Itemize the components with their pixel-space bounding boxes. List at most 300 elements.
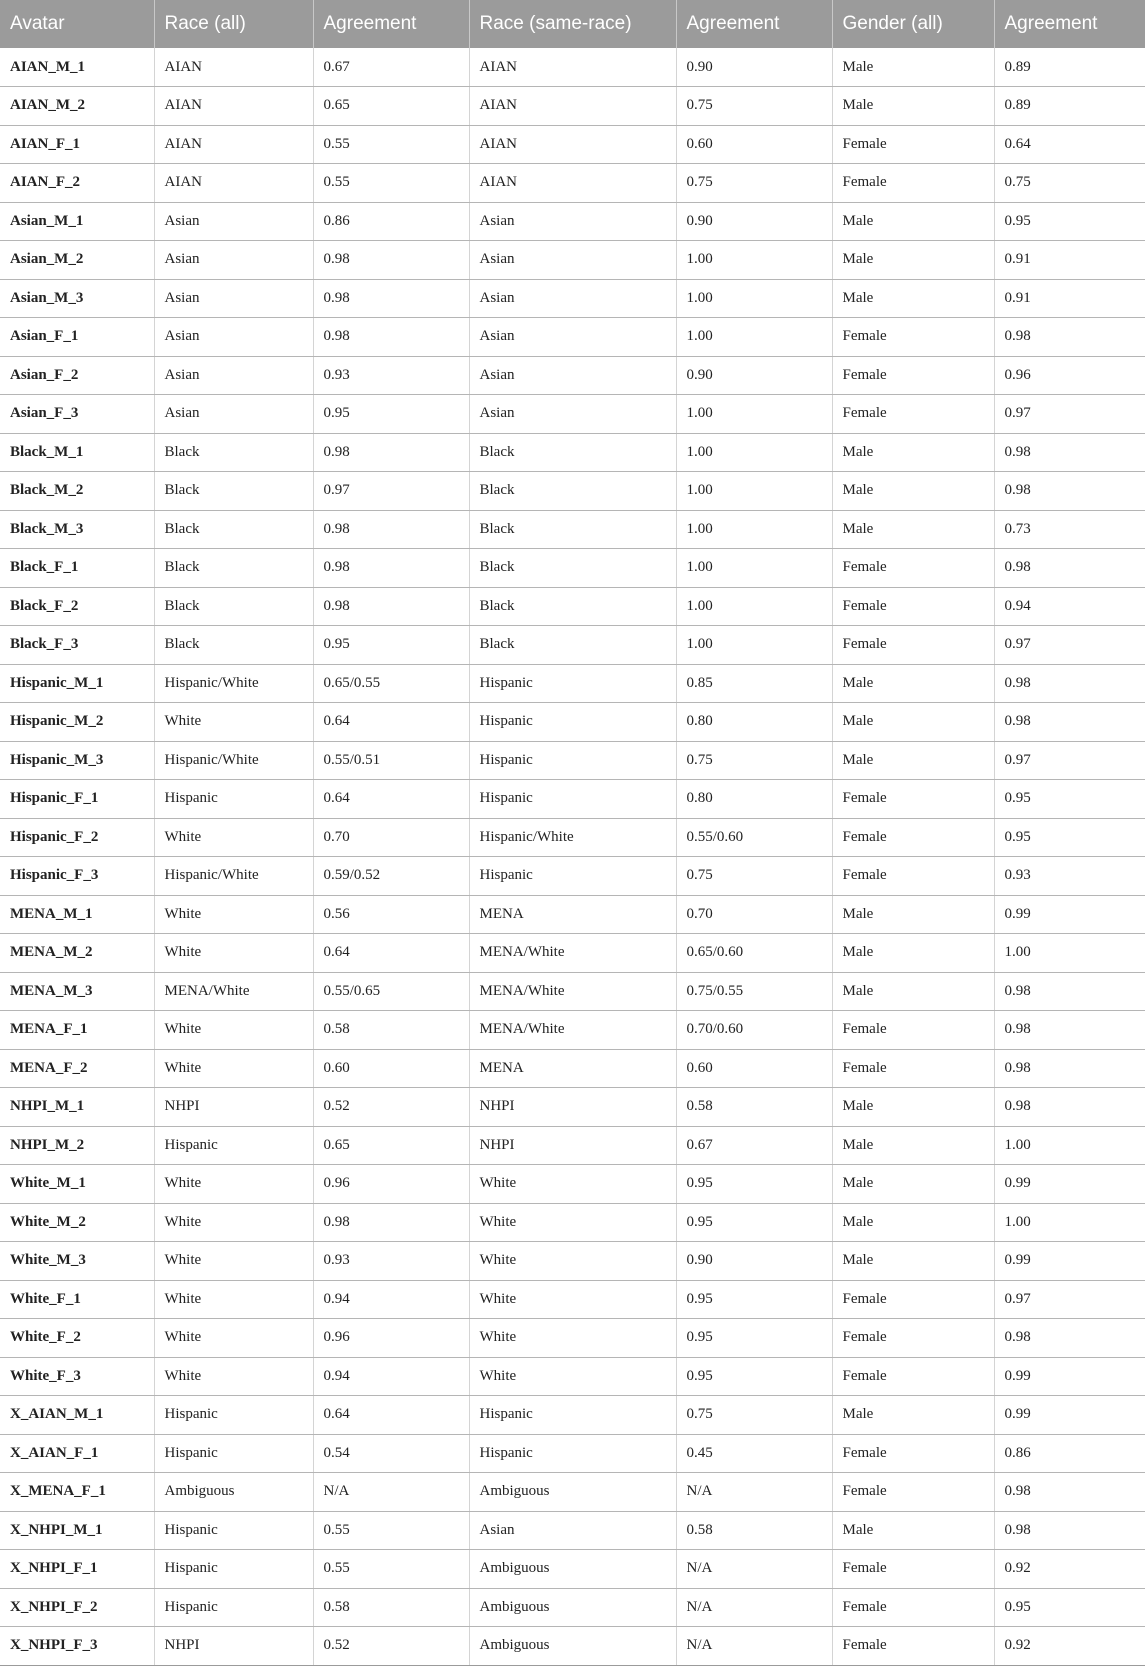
gender-all-agreement-cell: 1.00 [994,934,1145,973]
table-row [0,1280,1145,1319]
avatar-cell: Hispanic_M_3 [0,741,154,780]
gender-all-cell: Female [832,818,994,857]
table-row [0,472,1145,511]
gender-all-agreement-cell: 0.89 [994,48,1145,87]
gender-all-agreement-cell: 0.95 [994,202,1145,241]
table-row [0,1473,1145,1512]
gender-all-cell: Female [832,1280,994,1319]
race-same-race-agreement-cell: 0.65/0.60 [676,934,832,973]
table-row [0,934,1145,973]
race-same-race-agreement-cell: 1.00 [676,318,832,357]
race-same-race-cell: AIAN [469,87,676,126]
column-header-gender-all-agreement: Agreement [994,0,1145,48]
race-all-agreement-cell: 0.86 [313,202,469,241]
avatar-cell: Hispanic_F_2 [0,818,154,857]
gender-all-cell: Male [832,1511,994,1550]
race-all-agreement-cell: 0.98 [313,433,469,472]
avatar-cell: White_M_3 [0,1242,154,1281]
race-all-agreement-cell: 0.98 [313,279,469,318]
gender-all-agreement-cell: 0.97 [994,626,1145,665]
race-all-cell: MENA/White [154,972,313,1011]
race-all-agreement-cell: 0.59/0.52 [313,857,469,896]
gender-all-cell: Female [832,626,994,665]
race-all-cell: NHPI [154,1088,313,1127]
gender-all-cell: Male [832,1126,994,1165]
race-same-race-agreement-cell: 1.00 [676,510,832,549]
gender-all-cell: Male [832,1088,994,1127]
race-same-race-agreement-cell: 0.67 [676,1126,832,1165]
avatar-cell: Asian_F_1 [0,318,154,357]
gender-all-agreement-cell: 0.75 [994,164,1145,203]
table-row [0,1511,1145,1550]
gender-all-agreement-cell: 0.98 [994,1088,1145,1127]
race-same-race-cell: AIAN [469,125,676,164]
column-header-race-same-race-agreement: Agreement [676,0,832,48]
race-same-race-cell: Hispanic [469,1434,676,1473]
race-same-race-cell: White [469,1165,676,1204]
gender-all-agreement-cell: 0.99 [994,1357,1145,1396]
race-same-race-agreement-cell: 0.45 [676,1434,832,1473]
gender-all-agreement-cell: 0.64 [994,125,1145,164]
table-body [0,48,1145,1665]
column-header-avatar: Avatar [0,0,154,48]
avatar-cell: NHPI_M_1 [0,1088,154,1127]
race-same-race-cell: Asian [469,318,676,357]
gender-all-agreement-cell: 0.98 [994,1473,1145,1512]
race-all-cell: Hispanic [154,1396,313,1435]
race-all-agreement-cell: 0.67 [313,48,469,87]
race-same-race-cell: Asian [469,202,676,241]
avatar-cell: White_F_2 [0,1319,154,1358]
race-same-race-agreement-cell: 0.95 [676,1357,832,1396]
gender-all-agreement-cell: 0.97 [994,395,1145,434]
avatar-cell: X_AIAN_F_1 [0,1434,154,1473]
race-same-race-cell: Hispanic/White [469,818,676,857]
race-all-cell: AIAN [154,125,313,164]
avatar-cell: X_AIAN_M_1 [0,1396,154,1435]
race-same-race-agreement-cell: 0.90 [676,48,832,87]
table-row [0,1319,1145,1358]
avatar-cell: MENA_M_3 [0,972,154,1011]
race-all-agreement-cell: 0.94 [313,1280,469,1319]
race-all-cell: Hispanic/White [154,664,313,703]
race-all-cell: Hispanic/White [154,741,313,780]
race-all-cell: White [154,1049,313,1088]
gender-all-agreement-cell: 0.92 [994,1627,1145,1666]
gender-all-cell: Male [832,433,994,472]
race-all-cell: Asian [154,395,313,434]
gender-all-agreement-cell: 0.98 [994,972,1145,1011]
table-row [0,587,1145,626]
table-row [0,1049,1145,1088]
race-same-race-agreement-cell: 0.80 [676,703,832,742]
race-same-race-cell: Asian [469,279,676,318]
gender-all-agreement-cell: 0.92 [994,1550,1145,1589]
table-row [0,895,1145,934]
avatar-cell: NHPI_M_2 [0,1126,154,1165]
race-same-race-agreement-cell: 0.90 [676,1242,832,1281]
race-all-agreement-cell: 0.95 [313,626,469,665]
race-same-race-cell: Hispanic [469,780,676,819]
race-same-race-agreement-cell: 0.95 [676,1319,832,1358]
race-same-race-cell: White [469,1280,676,1319]
column-header-race-all-agreement: Agreement [313,0,469,48]
race-same-race-agreement-cell: 0.75/0.55 [676,972,832,1011]
race-same-race-cell: Ambiguous [469,1588,676,1627]
gender-all-agreement-cell: 0.95 [994,780,1145,819]
gender-all-agreement-cell: 0.98 [994,433,1145,472]
race-all-cell: AIAN [154,164,313,203]
race-all-agreement-cell: 0.65/0.55 [313,664,469,703]
gender-all-cell: Male [832,703,994,742]
gender-all-cell: Male [832,87,994,126]
race-same-race-cell: Black [469,549,676,588]
avatar-cell: White_F_1 [0,1280,154,1319]
race-all-agreement-cell: 0.65 [313,1126,469,1165]
race-same-race-cell: Black [469,510,676,549]
table-row [0,356,1145,395]
race-same-race-agreement-cell: N/A [676,1588,832,1627]
avatar-cell: Hispanic_M_1 [0,664,154,703]
race-same-race-agreement-cell: 1.00 [676,433,832,472]
avatar-cell: MENA_M_1 [0,895,154,934]
gender-all-agreement-cell: 0.98 [994,664,1145,703]
race-same-race-agreement-cell: 0.95 [676,1280,832,1319]
avatar-cell: Black_F_3 [0,626,154,665]
race-same-race-agreement-cell: 1.00 [676,241,832,280]
table-row [0,741,1145,780]
gender-all-cell: Male [832,279,994,318]
table-row [0,818,1145,857]
gender-all-agreement-cell: 1.00 [994,1126,1145,1165]
gender-all-cell: Female [832,356,994,395]
race-same-race-cell: AIAN [469,164,676,203]
gender-all-cell: Male [832,510,994,549]
gender-all-cell: Male [832,972,994,1011]
race-same-race-cell: MENA/White [469,1011,676,1050]
gender-all-cell: Female [832,1357,994,1396]
avatar-cell: X_NHPI_M_1 [0,1511,154,1550]
table-row [0,1627,1145,1666]
race-all-cell: Ambiguous [154,1473,313,1512]
race-all-agreement-cell: 0.98 [313,587,469,626]
race-same-race-agreement-cell: 0.55/0.60 [676,818,832,857]
race-same-race-cell: Ambiguous [469,1627,676,1666]
gender-all-agreement-cell: 0.98 [994,1011,1145,1050]
avatar-cell: Asian_M_2 [0,241,154,280]
race-all-cell: Black [154,510,313,549]
race-all-cell: Asian [154,202,313,241]
race-all-cell: White [154,934,313,973]
gender-all-agreement-cell: 0.99 [994,895,1145,934]
race-same-race-cell: Asian [469,241,676,280]
gender-all-cell: Female [832,780,994,819]
table-header [0,0,1145,48]
race-same-race-agreement-cell: 0.75 [676,87,832,126]
race-same-race-agreement-cell: 0.95 [676,1165,832,1204]
gender-all-agreement-cell: 0.97 [994,741,1145,780]
race-same-race-cell: AIAN [469,48,676,87]
gender-all-agreement-cell: 0.94 [994,587,1145,626]
race-all-cell: Asian [154,241,313,280]
table-row [0,972,1145,1011]
gender-all-agreement-cell: 0.96 [994,356,1145,395]
avatar-cell: AIAN_F_2 [0,164,154,203]
table-row [0,626,1145,665]
race-same-race-cell: Black [469,626,676,665]
race-same-race-cell: Hispanic [469,703,676,742]
race-all-agreement-cell: 0.60 [313,1049,469,1088]
gender-all-cell: Male [832,1242,994,1281]
race-all-cell: White [154,1319,313,1358]
gender-all-cell: Female [832,318,994,357]
race-same-race-cell: Asian [469,356,676,395]
race-all-cell: White [154,1011,313,1050]
table-row [0,125,1145,164]
gender-all-agreement-cell: 0.86 [994,1434,1145,1473]
race-all-agreement-cell: 0.65 [313,87,469,126]
gender-all-agreement-cell: 0.93 [994,857,1145,896]
race-all-agreement-cell: 0.54 [313,1434,469,1473]
race-all-agreement-cell: 0.98 [313,510,469,549]
table-row [0,703,1145,742]
table-row [0,1165,1145,1204]
avatar-cell: Black_F_1 [0,549,154,588]
gender-all-cell: Male [832,202,994,241]
table-row [0,1011,1145,1050]
table-row [0,395,1145,434]
race-all-agreement-cell: 0.58 [313,1588,469,1627]
race-all-agreement-cell: 0.55 [313,1550,469,1589]
race-same-race-cell: Asian [469,395,676,434]
gender-all-cell: Female [832,587,994,626]
race-all-cell: White [154,818,313,857]
gender-all-cell: Female [832,1473,994,1512]
gender-all-cell: Female [832,125,994,164]
race-all-agreement-cell: 0.55/0.51 [313,741,469,780]
avatar-cell: Asian_F_3 [0,395,154,434]
race-all-cell: Black [154,549,313,588]
gender-all-cell: Female [832,1049,994,1088]
avatar-cell: White_M_1 [0,1165,154,1204]
table-row [0,87,1145,126]
race-same-race-agreement-cell: 0.75 [676,1396,832,1435]
gender-all-agreement-cell: 0.98 [994,703,1145,742]
gender-all-agreement-cell: 0.98 [994,1511,1145,1550]
table-row [0,664,1145,703]
race-all-cell: White [154,1203,313,1242]
race-same-race-cell: Black [469,433,676,472]
race-same-race-agreement-cell: 1.00 [676,587,832,626]
race-all-agreement-cell: 0.98 [313,549,469,588]
race-same-race-agreement-cell: 0.58 [676,1088,832,1127]
race-same-race-cell: White [469,1242,676,1281]
table-row [0,1126,1145,1165]
race-all-cell: White [154,1357,313,1396]
avatar-cell: Black_M_3 [0,510,154,549]
avatar-cell: AIAN_F_1 [0,125,154,164]
avatar-cell: X_MENA_F_1 [0,1473,154,1512]
race-all-cell: White [154,1242,313,1281]
race-all-cell: Asian [154,318,313,357]
race-same-race-cell: Hispanic [469,857,676,896]
avatar-cell: White_M_2 [0,1203,154,1242]
race-same-race-agreement-cell: 0.90 [676,356,832,395]
gender-all-cell: Female [832,1319,994,1358]
race-all-cell: Hispanic [154,780,313,819]
race-same-race-agreement-cell: 1.00 [676,626,832,665]
gender-all-cell: Female [832,395,994,434]
race-same-race-agreement-cell: 0.60 [676,125,832,164]
gender-all-agreement-cell: 0.99 [994,1165,1145,1204]
race-all-agreement-cell: 0.70 [313,818,469,857]
race-all-agreement-cell: 0.94 [313,1357,469,1396]
race-all-agreement-cell: 0.95 [313,395,469,434]
race-all-cell: AIAN [154,48,313,87]
table-row [0,780,1145,819]
gender-all-agreement-cell: 0.98 [994,1319,1145,1358]
gender-all-cell: Female [832,1434,994,1473]
table-row [0,1203,1145,1242]
race-all-cell: White [154,703,313,742]
race-same-race-cell: MENA [469,1049,676,1088]
race-all-agreement-cell: 0.58 [313,1011,469,1050]
gender-all-cell: Female [832,1550,994,1589]
race-same-race-agreement-cell: 0.75 [676,857,832,896]
race-all-agreement-cell: 0.98 [313,1203,469,1242]
gender-all-agreement-cell: 0.89 [994,87,1145,126]
gender-all-cell: Male [832,472,994,511]
race-all-cell: Hispanic [154,1588,313,1627]
avatar-cell: MENA_M_2 [0,934,154,973]
table-row [0,1357,1145,1396]
race-same-race-cell: MENA [469,895,676,934]
race-all-agreement-cell: 0.64 [313,703,469,742]
table-row [0,1434,1145,1473]
gender-all-cell: Male [832,1396,994,1435]
race-all-agreement-cell: 0.96 [313,1165,469,1204]
avatar-cell: Asian_M_3 [0,279,154,318]
gender-all-cell: Female [832,549,994,588]
race-all-agreement-cell: 0.55 [313,164,469,203]
race-same-race-agreement-cell: 0.75 [676,164,832,203]
table-row [0,1588,1145,1627]
gender-all-agreement-cell: 0.99 [994,1396,1145,1435]
race-all-cell: Hispanic [154,1126,313,1165]
avatar-cell: Black_F_2 [0,587,154,626]
race-all-agreement-cell: 0.64 [313,780,469,819]
gender-all-agreement-cell: 0.98 [994,549,1145,588]
race-same-race-cell: Hispanic [469,1396,676,1435]
race-same-race-cell: MENA/White [469,972,676,1011]
race-same-race-cell: Hispanic [469,664,676,703]
column-header-gender-all: Gender (all) [832,0,994,48]
gender-all-agreement-cell: 0.98 [994,318,1145,357]
race-all-agreement-cell: 0.93 [313,356,469,395]
race-same-race-agreement-cell: 1.00 [676,279,832,318]
race-same-race-agreement-cell: 0.60 [676,1049,832,1088]
race-all-agreement-cell: 0.55 [313,1511,469,1550]
race-same-race-cell: White [469,1357,676,1396]
gender-all-agreement-cell: 0.97 [994,1280,1145,1319]
gender-all-cell: Female [832,1627,994,1666]
gender-all-agreement-cell: 0.73 [994,510,1145,549]
gender-all-cell: Female [832,1011,994,1050]
race-all-cell: Black [154,587,313,626]
avatar-cell: Asian_F_2 [0,356,154,395]
gender-all-agreement-cell: 0.98 [994,472,1145,511]
gender-all-cell: Male [832,664,994,703]
race-all-agreement-cell: 0.52 [313,1088,469,1127]
race-same-race-cell: NHPI [469,1126,676,1165]
table-row [0,48,1145,87]
column-header-race-all: Race (all) [154,0,313,48]
gender-all-agreement-cell: 0.91 [994,241,1145,280]
avatar-cell: Hispanic_F_3 [0,857,154,896]
race-same-race-cell: NHPI [469,1088,676,1127]
race-all-cell: Black [154,433,313,472]
race-all-agreement-cell: 0.64 [313,1396,469,1435]
race-all-cell: Black [154,472,313,511]
avatar-cell: AIAN_M_2 [0,87,154,126]
race-same-race-cell: Black [469,587,676,626]
table-row [0,1396,1145,1435]
race-same-race-cell: Black [469,472,676,511]
race-same-race-agreement-cell: N/A [676,1550,832,1589]
race-same-race-cell: Asian [469,1511,676,1550]
avatar-cell: AIAN_M_1 [0,48,154,87]
table-row [0,510,1145,549]
gender-all-cell: Male [832,241,994,280]
race-same-race-agreement-cell: 0.95 [676,1203,832,1242]
gender-all-cell: Female [832,1588,994,1627]
table-row [0,202,1145,241]
race-all-agreement-cell: 0.55 [313,125,469,164]
avatar-cell: MENA_F_2 [0,1049,154,1088]
race-all-cell: NHPI [154,1627,313,1666]
race-all-agreement-cell: 0.98 [313,318,469,357]
race-same-race-agreement-cell: 0.90 [676,202,832,241]
race-all-agreement-cell: 0.97 [313,472,469,511]
avatar-cell: X_NHPI_F_3 [0,1627,154,1666]
race-all-agreement-cell: 0.98 [313,241,469,280]
race-same-race-cell: White [469,1203,676,1242]
table-row [0,318,1145,357]
race-same-race-cell: Ambiguous [469,1473,676,1512]
avatar-cell: Black_M_1 [0,433,154,472]
gender-all-cell: Male [832,741,994,780]
race-all-agreement-cell: 0.56 [313,895,469,934]
table-row [0,1550,1145,1589]
avatar-cell: X_NHPI_F_1 [0,1550,154,1589]
race-all-agreement-cell: 0.93 [313,1242,469,1281]
race-all-agreement-cell: 0.64 [313,934,469,973]
table-row [0,857,1145,896]
race-same-race-agreement-cell: 1.00 [676,472,832,511]
race-same-race-cell: Hispanic [469,741,676,780]
gender-all-agreement-cell: 0.98 [994,1049,1145,1088]
gender-all-cell: Male [832,895,994,934]
race-same-race-agreement-cell: 0.80 [676,780,832,819]
table-row [0,241,1145,280]
gender-all-agreement-cell: 0.91 [994,279,1145,318]
avatar-cell: X_NHPI_F_2 [0,1588,154,1627]
gender-all-agreement-cell: 0.95 [994,1588,1145,1627]
table-row [0,433,1145,472]
race-same-race-cell: MENA/White [469,934,676,973]
race-same-race-agreement-cell: 0.70/0.60 [676,1011,832,1050]
gender-all-cell: Male [832,48,994,87]
